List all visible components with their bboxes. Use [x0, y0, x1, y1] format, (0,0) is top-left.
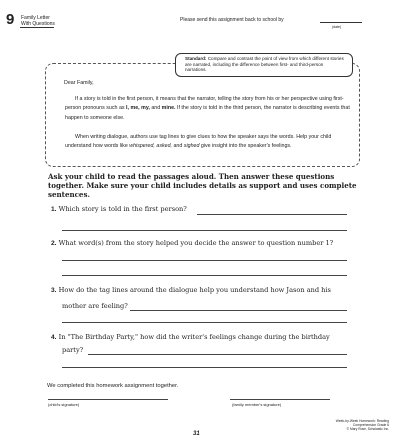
answer-line[interactable] — [62, 230, 347, 231]
answer-line[interactable] — [197, 214, 347, 215]
answer-line[interactable] — [130, 310, 347, 311]
due-date-line[interactable] — [320, 22, 362, 23]
question-4 — [51, 333, 330, 342]
question-3-text-line1: How do the tag lines around the dialogue help you understand how Jason and his — [58, 286, 331, 294]
child-signature-label: (child's signature) — [48, 402, 80, 407]
family-signature-label: (family member's signature) — [232, 402, 282, 407]
question-4-text-line1: In "The Birthday Party," how did the writer's feelings change during the birthday — [58, 333, 330, 341]
family-signature-line[interactable] — [230, 399, 330, 400]
credit-line-2: © Mary Rose, Scholastic Inc. — [346, 427, 389, 432]
answer-line[interactable] — [62, 275, 347, 276]
answer-line[interactable] — [88, 354, 347, 355]
question-3-number: 3. — [51, 287, 57, 294]
instructions: Ask your child to read the passages aloud. Then answer these questions together. Make sure your child includes details as support and uses complete sentences. — [48, 172, 357, 199]
standard-box — [175, 53, 353, 77]
send-back-text: Please send this assignment back to school by — [180, 17, 284, 23]
standard-label: Standard: — [185, 56, 207, 61]
unit-title-line1: Family Letter — [21, 15, 50, 21]
question-1-text: Which story is told in the first person? — [58, 205, 187, 213]
question-2 — [51, 239, 333, 248]
credit-line-1: Week-by-Week Homework: Reading Comprehension Grade 6 — [335, 419, 389, 428]
header-rule — [20, 27, 54, 28]
question-2-number: 2. — [51, 240, 57, 247]
page-number: 31 — [193, 431, 200, 437]
standard-text: Compare and contrast the point of view from which different stories are narrated, including the difference between first- and third-person narrations. — [185, 56, 344, 73]
question-2-text: What word(s) from the story helped you decide the answer to question number 1? — [58, 239, 334, 247]
child-signature-line[interactable] — [48, 399, 168, 400]
question-4-text-line2: party? — [62, 346, 84, 354]
question-4-number: 4. — [51, 334, 57, 341]
letter-paragraph-2: When writing dialogue, authors use tag lines to give clues to how the speaker says the words. Help your child understand how words like whispered, asked, and sighed give insight into the speaker's feelings. — [65, 134, 332, 150]
completed-statement: We completed this homework assignment together. — [47, 383, 179, 389]
unit-title-line2: With Questions — [21, 21, 55, 27]
due-date-label: (date) — [332, 25, 342, 29]
question-1-number: 1. — [51, 206, 57, 213]
question-3 — [51, 286, 331, 295]
answer-line[interactable] — [62, 367, 347, 368]
question-1 — [51, 205, 187, 214]
letter-greeting: Dear Family, — [64, 80, 94, 86]
answer-line[interactable] — [62, 260, 347, 261]
letter-paragraph-1: If a story is told in the first person, it means that the narrator, telling the story from his or her perspective using first-person pronouns such as I, me, my, and mine. If the story is told in the third person, the narrator is describing events that happen to someone else. — [65, 96, 350, 121]
answer-line[interactable] — [62, 322, 347, 323]
unit-number: 9 — [6, 11, 15, 28]
question-3-text-line2: mother are feeling? — [62, 302, 128, 310]
credit-block — [317, 419, 389, 432]
